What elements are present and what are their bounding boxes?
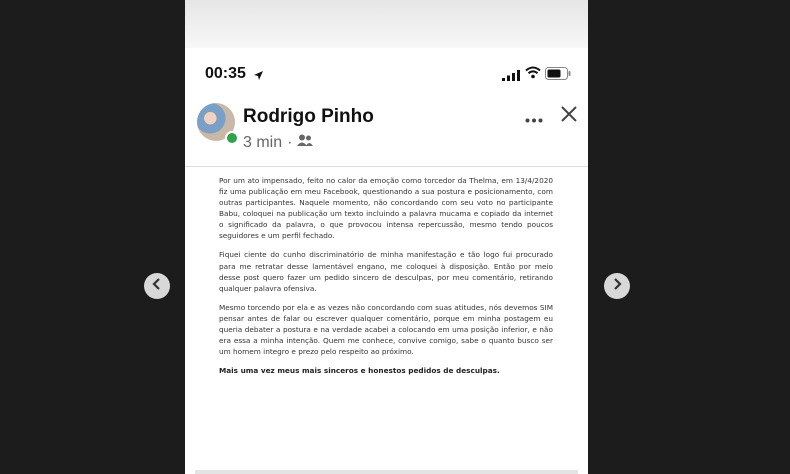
letter-paragraph: Fiquei ciente do cunho discriminatório de minha manifestação e tão logo fui procurado para me retratar desse lamentável engano, me coloquei à disposição. Então por meio desse post quero fazer um pedido sincero de desculpas, por meu comentário, retirando qualquer palavra ofensiva. (219, 250, 553, 293)
chevron-left-icon (152, 277, 162, 295)
chevron-right-icon (612, 277, 622, 295)
close-icon[interactable] (561, 106, 577, 127)
status-time: 00:35 (205, 65, 246, 82)
bottom-edge (195, 470, 578, 474)
more-horizontal-icon[interactable] (525, 110, 543, 128)
location-arrow-icon (253, 68, 264, 86)
battery-icon (545, 67, 572, 85)
letter-closing: Mais uma vez meus mais sinceros e honestos pedidos de desculpas. (219, 366, 500, 376)
post-meta (243, 134, 313, 152)
carousel-prev-button[interactable] (144, 273, 170, 299)
top-band (185, 0, 588, 48)
letter-paragraph: Por um ato impensado, feito no calor da emoção como torcedor da Thelma, em 13/4/2020 fiz uma publicação em meu Facebook, questionando a sua postura e posicionamento, com outras participantes. Naquele momento, não concordando com seu voto no participante Babu, coloquei na publicação um texto incluindo a palavra mucama e copiado da internet o significado da palavra, o que provocou intensa repercussão, mesmo tendo poucos seguidores e um perfil fechado. (219, 176, 553, 241)
meta-separator: · (287, 134, 293, 151)
author-name[interactable]: Rodrigo Pinho (243, 106, 374, 127)
post-header (185, 95, 588, 165)
apology-letter (219, 175, 553, 384)
friends-icon (297, 134, 313, 152)
carousel-next-button[interactable] (604, 273, 630, 299)
status-bar (185, 60, 588, 88)
phone-screenshot (185, 0, 588, 474)
header-divider (185, 166, 588, 167)
online-status-dot (225, 131, 239, 145)
cellular-signal-icon (502, 68, 520, 86)
letter-paragraph: Mesmo torcendo por ela e as vezes não concordando com suas atitudes, nós devemos SIM pensar antes de falar ou escrever qualquer comentário, porque em minha postagem eu queria debater a postura e na verdade acabei a colocando em uma posição inferior, e não era essa a minha intenção. Quem me conhece, convive comigo, sabe o quanto busco ser um homem integro e prezo pelo respeito ao próximo. (219, 302, 553, 357)
wifi-icon (525, 66, 541, 84)
post-time[interactable]: 3 min (243, 134, 283, 151)
